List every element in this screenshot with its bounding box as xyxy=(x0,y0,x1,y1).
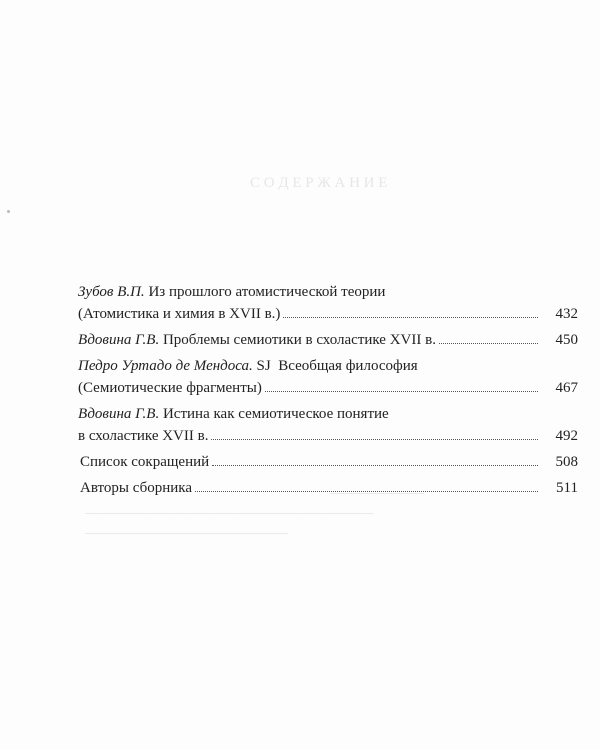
toc-title: Из прошлого атомистической теории xyxy=(148,284,386,300)
table-of-contents xyxy=(78,278,578,496)
toc-line xyxy=(78,326,578,348)
dot-leader xyxy=(265,390,538,392)
toc-line xyxy=(78,278,578,300)
toc-title: Всеобщая философия xyxy=(278,358,418,374)
toc-entry[interactable] xyxy=(78,326,578,348)
bleed-through-text: ──────────── xyxy=(330,488,424,500)
toc-page-number: 432 xyxy=(555,306,578,322)
toc-line xyxy=(78,474,578,496)
toc-entry[interactable] xyxy=(78,474,578,496)
paper-speck xyxy=(7,210,10,213)
toc-title: в схоластике XVII в. xyxy=(78,428,209,444)
bleed-through-text: ────────────────────────── xyxy=(85,528,288,540)
dot-leader xyxy=(195,490,538,492)
toc-entry[interactable] xyxy=(78,400,578,444)
dot-leader xyxy=(439,342,538,344)
toc-title: Список сокращений xyxy=(80,454,210,470)
toc-title: (Семиотические фрагменты) xyxy=(78,380,262,396)
dot-leader xyxy=(212,464,538,466)
toc-line xyxy=(78,300,578,322)
bleed-through-text: С О Д Е Р Ж А Н И Е xyxy=(250,175,388,191)
toc-page-number: 467 xyxy=(555,380,578,396)
toc-line xyxy=(78,422,578,444)
toc-line xyxy=(78,400,578,422)
toc-author: Педро Уртадо де Мендоса. xyxy=(78,358,253,374)
toc-entry[interactable] xyxy=(78,448,578,470)
toc-line xyxy=(78,448,578,470)
toc-page-number: 511 xyxy=(556,480,578,496)
toc-page-number: 492 xyxy=(555,428,578,444)
toc-title: Истина как семиотическое понятие xyxy=(162,406,389,422)
toc-entry[interactable] xyxy=(78,278,578,322)
toc-title: (Атомистика и химия в XVII в.) xyxy=(78,306,281,322)
toc-page-number: 508 xyxy=(555,454,578,470)
toc-author: Зубов В.П. xyxy=(78,284,145,300)
bleed-through-text: ───────────────────────────────────── xyxy=(85,508,374,520)
dot-leader xyxy=(211,438,538,440)
dot-leader xyxy=(283,316,538,318)
toc-line xyxy=(78,352,578,374)
toc-author: Вдовина Г.В. xyxy=(78,406,160,422)
toc-title: Проблемы семиотики в схоластике XVII в. xyxy=(162,332,436,348)
toc-page-number: 450 xyxy=(555,332,578,348)
toc-entry[interactable] xyxy=(78,352,578,396)
toc-author: Вдовина Г.В. xyxy=(78,332,160,348)
toc-title: Авторы сборника xyxy=(80,480,192,496)
toc-line xyxy=(78,374,578,396)
toc-author-suffix: SJ xyxy=(256,358,271,374)
